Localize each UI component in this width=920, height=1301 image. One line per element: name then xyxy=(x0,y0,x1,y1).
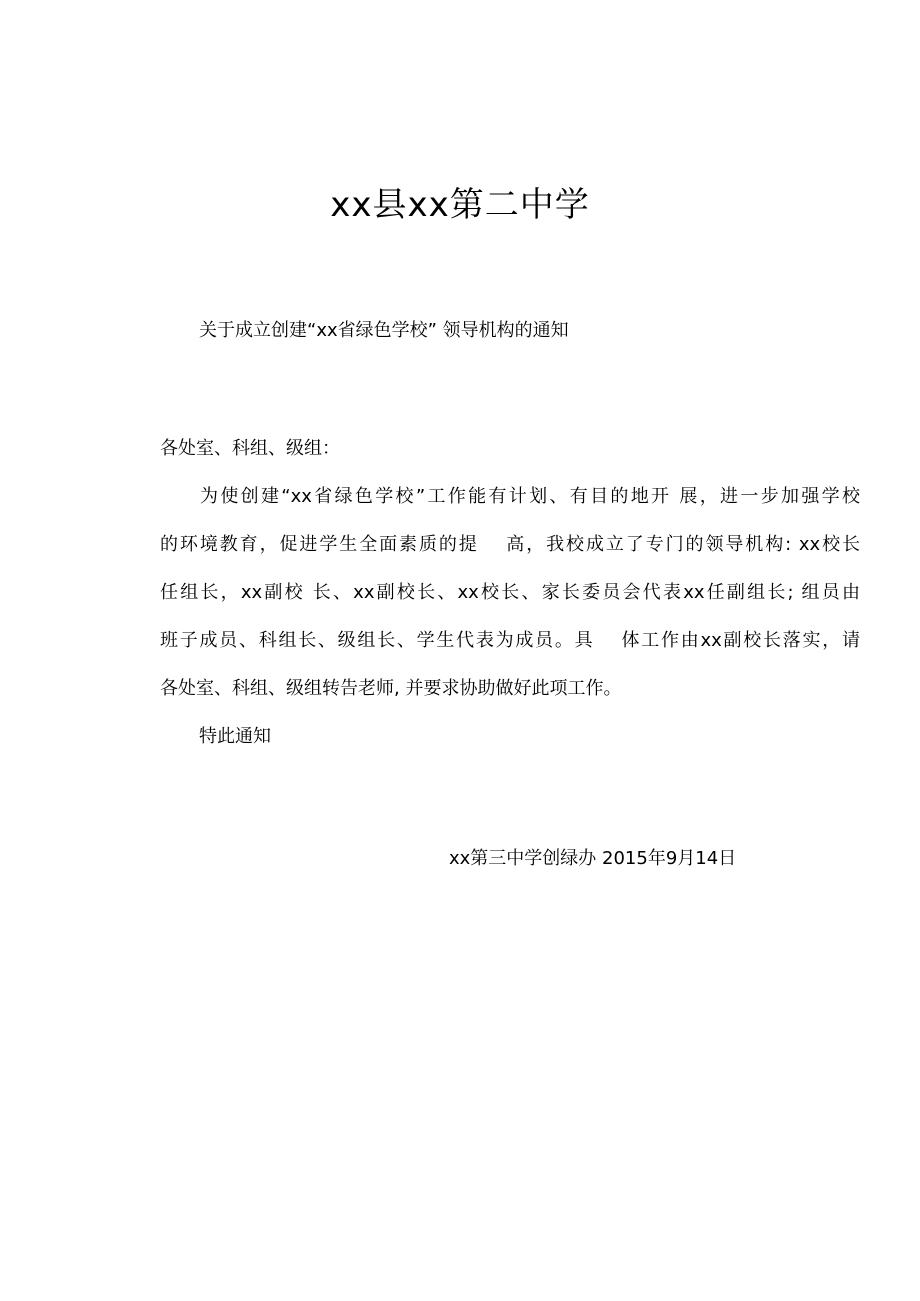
body-line: 为使创建“xx省绿色学校”工作能有计划、有目的地开 展，进一步加强学校 xyxy=(200,486,860,507)
notice-body xyxy=(160,483,860,723)
closing-remark: 特此通知 xyxy=(199,726,271,747)
body-line: 班子成员、科组长、级组长、学生代表为成员。具 体工作由xx副校长落实，请 xyxy=(160,630,860,651)
body-line: 各处室、科组、级组转告老师, 并要求协助做好此项工作。 xyxy=(160,678,622,699)
body-line: 的环境教育，促进学生全面素质的提 高，我校成立了专门的领导机构: xx校长 xyxy=(160,534,860,555)
school-title: xx县xx第二中学 xyxy=(330,185,590,225)
signature-date: xx第三中学创绿办 2015年9月14日 xyxy=(449,848,737,869)
body-line: 任组长，xx副校 长、xx副校长、xx校长、家长委员会代表xx任副组长; 组员由 xyxy=(160,582,860,603)
salutation: 各处室、科组、级组： xyxy=(160,438,340,459)
notice-title: 关于成立创建“xx省绿色学校” 领导机构的通知 xyxy=(199,320,569,341)
